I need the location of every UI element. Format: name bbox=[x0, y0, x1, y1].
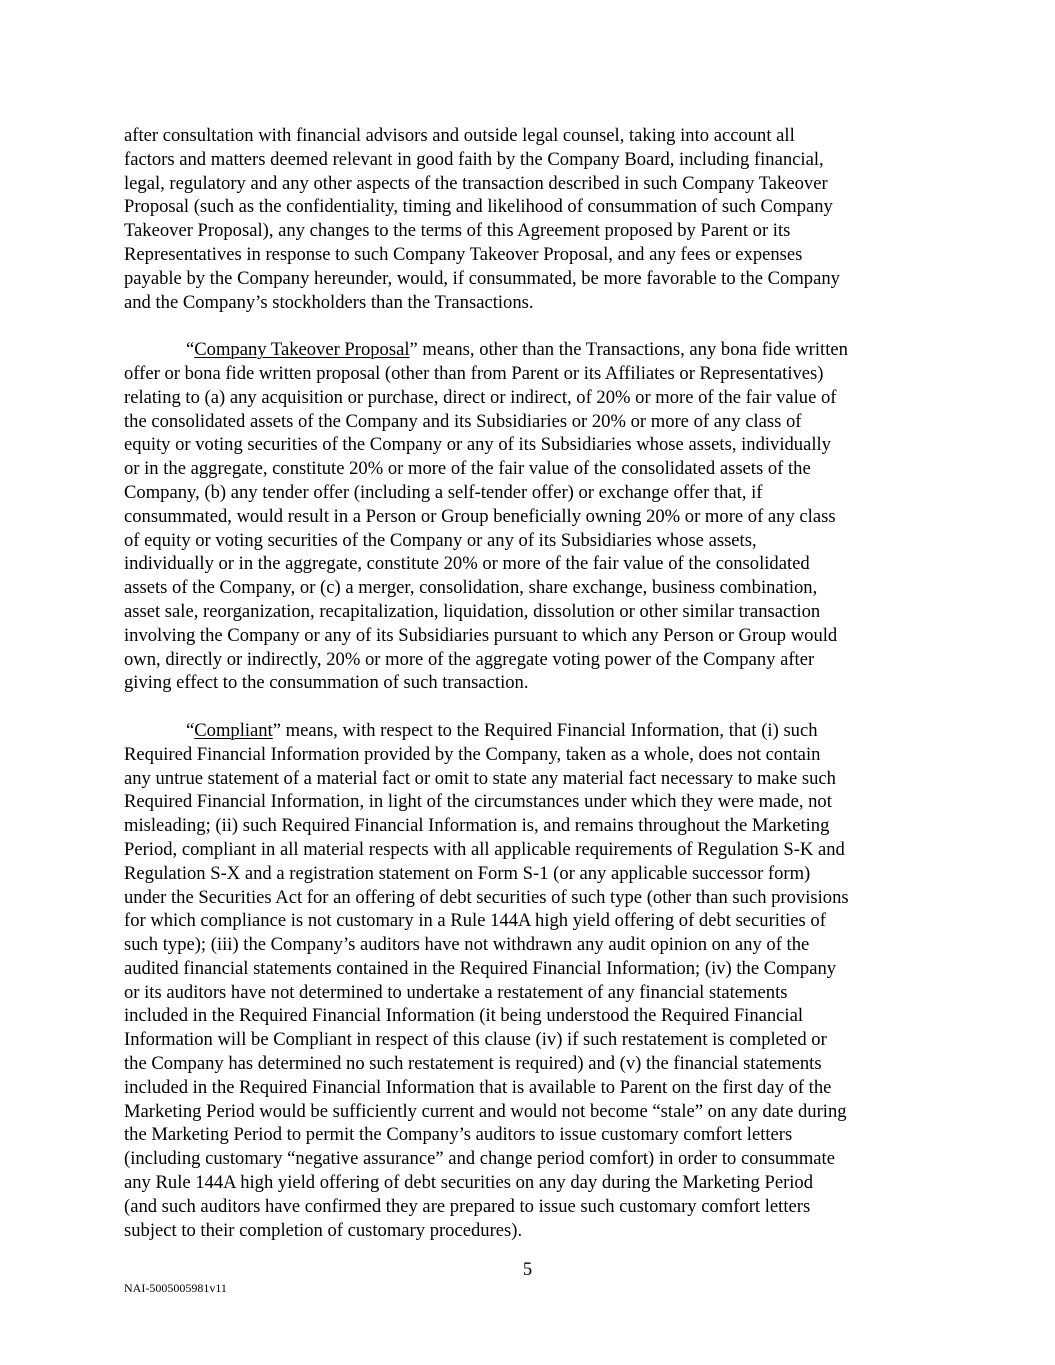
paragraph-compliant bbox=[124, 719, 944, 1243]
text-line: consummated, would result in a Person or Group beneficially owning 20% or more of any class bbox=[124, 505, 836, 527]
text-line: Takeover Proposal), any changes to the terms of this Agreement proposed by Parent or its bbox=[124, 220, 791, 242]
text-line: equity or voting securities of the Company or any of its Subsidiaries whose assets, individually bbox=[124, 434, 831, 456]
text-line: Required Financial Information provided by the Company, taken as a whole, does not contain bbox=[124, 743, 821, 765]
text-line: Information will be Compliant in respect of this clause (iv) if such restatement is completed or bbox=[124, 1029, 827, 1051]
open-quote: “ bbox=[186, 339, 195, 361]
text-line: any untrue statement of a material fact or omit to state any material fact necessary to make such bbox=[124, 767, 836, 789]
text-line: individually or in the aggregate, constitute 20% or more of the fair value of the consolidated bbox=[124, 553, 810, 575]
text-line: for which compliance is not customary in a Rule 144A high yield offering of debt securities of bbox=[124, 910, 826, 932]
defined-term: Company Takeover Proposal bbox=[194, 339, 410, 361]
text-line: Period, compliant in all material respects with all applicable requirements of Regulation S-K and bbox=[124, 838, 845, 860]
text-line: misleading; (ii) such Required Financial Information is, and remains throughout the Marketing bbox=[124, 815, 830, 837]
definition-lead-text: ” means, other than the Transactions, any bona fide written bbox=[409, 339, 848, 361]
text-line: Required Financial Information, in light of the circumstances under which they were made, not bbox=[124, 791, 832, 813]
text-line: own, directly or indirectly, 20% or more of the aggregate voting power of the Company after bbox=[124, 648, 815, 670]
paragraph-company-takeover-proposal bbox=[124, 338, 944, 695]
page-number: 5 bbox=[522, 1259, 533, 1280]
text-line: such type); (iii) the Company’s auditors have not withdrawn any audit opinion on any of the bbox=[124, 934, 810, 956]
text-line: the Company has determined no such restatement is required) and (v) the financial statements bbox=[124, 1053, 822, 1075]
text-line: included in the Required Financial Information that is available to Parent on the first day of the bbox=[124, 1076, 832, 1098]
paragraph-superior-proposal-continuation bbox=[124, 124, 944, 314]
text-line: relating to (a) any acquisition or purchase, direct or indirect, of 20% or more of the fair value of bbox=[124, 386, 837, 408]
text-line: or its auditors have not determined to undertake a restatement of any financial statements bbox=[124, 981, 788, 1003]
text-line: and the Company’s stockholders than the Transactions. bbox=[124, 291, 534, 313]
text-line: involving the Company or any of its Subsidiaries pursuant to which any Person or Group would bbox=[124, 624, 838, 646]
text-line: payable by the Company hereunder, would, if consummated, be more favorable to the Company bbox=[124, 267, 840, 289]
text-line: offer or bona fide written proposal (other than from Parent or its Affiliates or Representatives) bbox=[124, 362, 824, 384]
text-line: Marketing Period would be sufficiently current and would not become “stale” on any date during bbox=[124, 1100, 847, 1122]
text-line: or in the aggregate, constitute 20% or more of the fair value of the consolidated assets of the bbox=[124, 458, 811, 480]
text-line: after consultation with financial advisors and outside legal counsel, taking into account all bbox=[124, 125, 795, 146]
text-line: the consolidated assets of the Company and its Subsidiaries or 20% or more of any class of bbox=[124, 410, 802, 432]
text-line: asset sale, reorganization, recapitalization, liquidation, dissolution or other similar transaction bbox=[124, 600, 821, 622]
text-line: legal, regulatory and any other aspects of the transaction described in such Company Takeover bbox=[124, 172, 828, 194]
text-line: audited financial statements contained in the Required Financial Information; (iv) the Company bbox=[124, 957, 837, 979]
text-line: Proposal (such as the confidentiality, timing and likelihood of consummation of such Company bbox=[124, 196, 833, 218]
paragraph-spacer bbox=[124, 314, 944, 338]
text-line: subject to their completion of customary procedures). bbox=[124, 1219, 523, 1241]
text-line: any Rule 144A high yield offering of debt securities on any day during the Marketing Period bbox=[124, 1172, 814, 1194]
document-body bbox=[124, 124, 944, 1242]
text-line: giving effect to the consummation of such transaction. bbox=[124, 672, 529, 694]
open-quote: “ bbox=[186, 719, 195, 741]
text-line: Company, (b) any tender offer (including a self-tender offer) or exchange offer that, if bbox=[124, 481, 763, 503]
paragraph-spacer bbox=[124, 695, 944, 719]
defined-term: Compliant bbox=[194, 719, 273, 741]
text-line: of equity or voting securities of the Company or any of its Subsidiaries whose assets, bbox=[124, 529, 757, 551]
text-line: under the Securities Act for an offering of debt securities of such type (other than such provisions bbox=[124, 886, 849, 908]
text-line: Representatives in response to such Company Takeover Proposal, and any fees or expenses bbox=[124, 243, 803, 265]
text-line: included in the Required Financial Information (it being understood the Required Financial bbox=[124, 1005, 804, 1027]
definition-first-line bbox=[124, 719, 944, 743]
text-line: assets of the Company, or (c) a merger, consolidation, share exchange, business combination, bbox=[124, 577, 818, 599]
text-line: Regulation S-X and a registration statement on Form S-1 (or any applicable successor form) bbox=[124, 862, 811, 884]
text-line: the Marketing Period to permit the Company’s auditors to issue customary comfort letters bbox=[124, 1124, 793, 1146]
document-id-footer: NAI-5005005981v11 bbox=[124, 1281, 227, 1295]
definition-first-line bbox=[124, 338, 944, 362]
definition-lead-text: ” means, with respect to the Required Financial Information, that (i) such bbox=[272, 719, 818, 741]
text-line: (including customary “negative assurance” and change period comfort) in order to consummate bbox=[124, 1148, 835, 1170]
text-line: factors and matters deemed relevant in good faith by the Company Board, including financial, bbox=[124, 148, 824, 170]
text-line: (and such auditors have confirmed they are prepared to issue such customary comfort letters bbox=[124, 1195, 811, 1217]
